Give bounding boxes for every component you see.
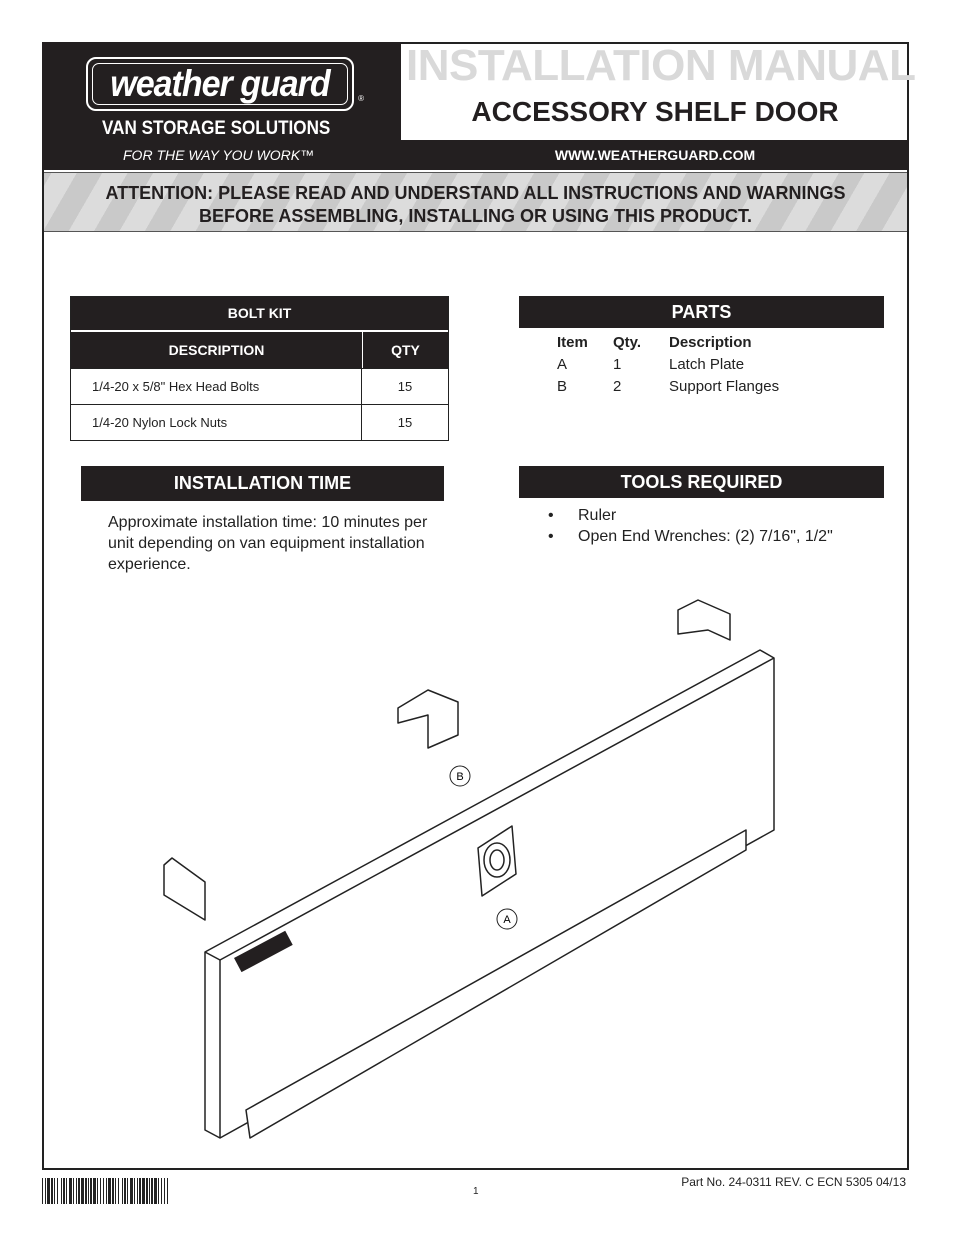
- logo-text: weather guard: [110, 62, 330, 105]
- attention-line-1: ATTENTION: PLEASE READ AND UNDERSTAND ALL INSTRUCTIONS AND WARNINGS: [105, 183, 846, 203]
- tools-heading: TOOLS REQUIRED: [519, 466, 884, 498]
- brand-logo: [86, 57, 364, 111]
- row-description: Support Flanges: [669, 378, 780, 395]
- row-description: 1/4-20 Nylon Lock Nuts: [71, 405, 362, 440]
- parts-table: [557, 332, 779, 398]
- product-title: ACCESSORY SHELF DOOR: [471, 96, 839, 127]
- row-item: B: [557, 378, 568, 395]
- registered-mark: ®: [358, 94, 364, 103]
- table-row: [557, 376, 779, 398]
- tools-list: [548, 505, 833, 547]
- installation-time-heading: INSTALLATION TIME: [81, 466, 444, 501]
- website-link[interactable]: WWW.WEATHERGUARD.COM: [554, 147, 756, 163]
- installation-time-text: Approximate installation time: 10 minutes per unit depending on van equipment installation experience.: [108, 514, 428, 573]
- barcode: [42, 1178, 170, 1206]
- bolt-kit-header: [71, 332, 448, 368]
- attention-line-2: BEFORE ASSEMBLING, INSTALLING OR USING THIS PRODUCT.: [198, 206, 753, 226]
- tool-label: Ruler: [578, 507, 617, 524]
- callout-b-label: B: [456, 771, 464, 783]
- bolt-kit-table: [70, 296, 449, 441]
- bolt-kit-title: BOLT KIT: [71, 297, 448, 332]
- part-number: Part No. 24-0311 REV. C ECN 5305 04/13: [681, 1175, 906, 1189]
- parts-heading: PARTS: [519, 296, 884, 328]
- parts-header: [557, 332, 779, 354]
- row-description: Latch Plate: [669, 356, 745, 373]
- list-item: • Open End Wrenches: (2) 7/16", 1/2": [548, 528, 833, 545]
- support-flange-left: [164, 858, 205, 920]
- brand-panel: [42, 42, 401, 170]
- manual-title: INSTALLATION MANUAL: [406, 41, 916, 90]
- support-flange-top: [398, 690, 458, 748]
- door-panel: [205, 650, 774, 1138]
- page-number: 1: [473, 1186, 479, 1197]
- table-row: [71, 404, 448, 440]
- col-qty: QTY: [391, 342, 420, 358]
- attention-banner: [44, 172, 907, 232]
- col-item: Item: [557, 334, 588, 351]
- row-qty: 2: [613, 378, 622, 395]
- tagline: VAN STORAGE SOLUTIONS: [102, 118, 331, 139]
- row-description: 1/4-20 x 5/8" Hex Head Bolts: [71, 369, 362, 404]
- callout-a-label: A: [503, 914, 511, 926]
- slogan: FOR THE WAY YOU WORK™: [123, 147, 315, 163]
- support-flange-right: [678, 600, 730, 640]
- list-item: • Ruler: [548, 507, 617, 524]
- tool-label: Open End Wrenches: (2) 7/16", 1/2": [578, 528, 833, 545]
- col-description: DESCRIPTION: [71, 332, 363, 368]
- row-item: A: [557, 356, 568, 373]
- door-illustration: [150, 590, 790, 1150]
- row-qty: 1: [613, 356, 622, 373]
- table-row: [557, 354, 779, 376]
- row-qty: 15: [397, 379, 413, 394]
- table-row: [71, 368, 448, 404]
- row-qty: 15: [397, 415, 413, 430]
- col-description: Description: [669, 334, 752, 351]
- website-bar: [401, 140, 909, 170]
- col-qty: Qty.: [613, 334, 642, 351]
